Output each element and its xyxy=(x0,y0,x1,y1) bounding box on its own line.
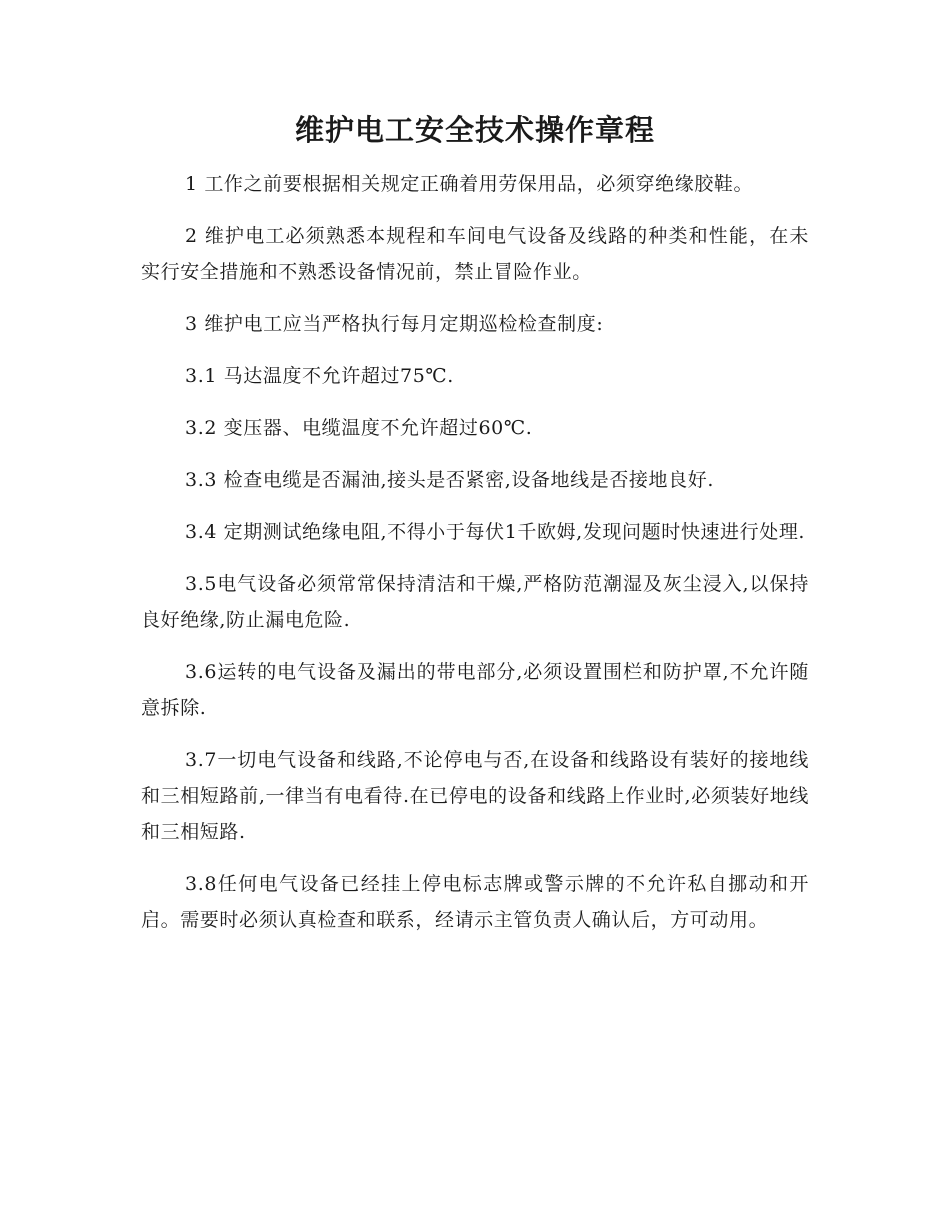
paragraph-3-2: 3.2 变压器、电缆温度不允许超过60℃. xyxy=(185,417,533,439)
paragraph-3-3: 3.3 检查电缆是否漏油,接头是否紧密,设备地线是否接地良好. xyxy=(185,469,714,491)
paragraph-3-8: 3.8任何电气设备已经挂上停电标志牌或警示牌的不允许私自挪动和开启。需要时必须认真检查和联系，经请示主管负责人确认后，方可动用。 xyxy=(141,873,809,931)
paragraph-3-7: 3.7一切电气设备和线路,不论停电与否,在设备和线路设有装好的接地线和三相短路前,一律当有电看待.在已停电的设备和线路上作业时,必须装好地线和三相短路. xyxy=(141,749,809,843)
paragraph-3-4: 3.4 定期测试绝缘电阻,不得小于每伏1千欧姆,发现问题时快速进行处理. xyxy=(185,521,806,543)
paragraph-1: 1 工作之前要根据相关规定正确着用劳保用品，必须穿绝缘胶鞋。 xyxy=(185,173,754,195)
paragraph-3-5: 3.5电气设备必须常常保持清洁和干燥,严格防范潮湿及灰尘浸入,以保持良好绝缘,防止漏电危险. xyxy=(141,573,809,631)
paragraph-3: 3 维护电工应当严格执行每月定期巡检检查制度: xyxy=(185,313,604,335)
paragraph-3-1: 3.1 马达温度不允许超过75℃. xyxy=(185,365,454,387)
paragraph-3-6: 3.6运转的电气设备及漏出的带电部分,必须设置围栏和防护罩,不允许随意拆除. xyxy=(141,661,809,719)
document-body xyxy=(141,166,809,954)
paragraph-2: 2 维护电工必须熟悉本规程和车间电气设备及线路的种类和性能，在未实行安全措施和不熟悉设备情况前，禁止冒险作业。 xyxy=(141,225,809,283)
document-title: 维护电工安全技术操作章程 xyxy=(294,113,655,147)
